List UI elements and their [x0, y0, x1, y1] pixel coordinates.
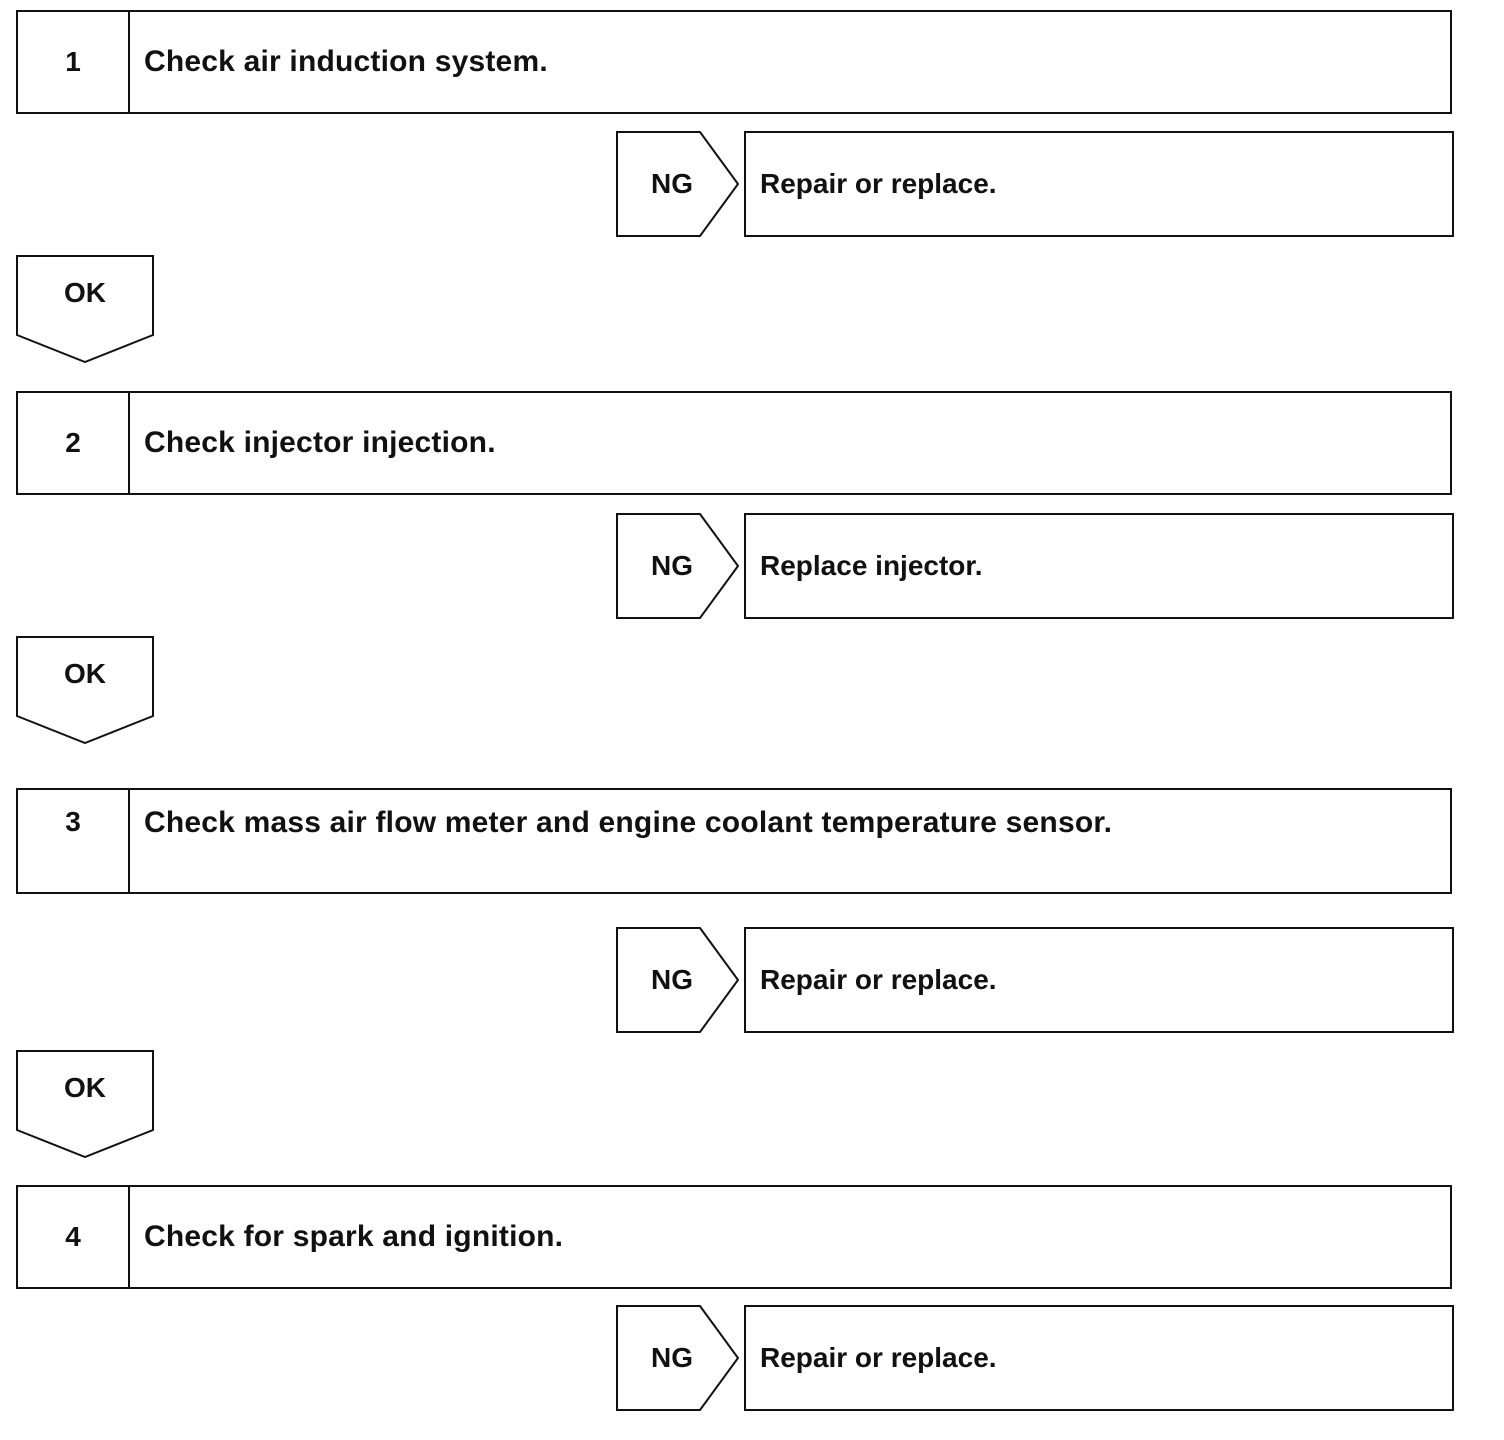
ok-label: OK: [64, 277, 106, 308]
ok-connector-1: [16, 255, 154, 363]
ng-branch-2: [616, 513, 1454, 619]
step-1-box: [16, 10, 1452, 114]
down-arrow-icon: [16, 636, 154, 744]
ng-branch-1: [616, 131, 1454, 237]
step-text: Check injector injection.: [144, 426, 496, 459]
ng-result-box: Repair or replace.: [744, 927, 1454, 1033]
step-text: Check air induction system.: [144, 45, 548, 78]
ok-label: OK: [64, 658, 106, 689]
step-3-box: [16, 788, 1452, 894]
ok-connector-2: [16, 636, 154, 744]
ng-result-box: Repair or replace.: [744, 1305, 1454, 1411]
step-2-box: [16, 391, 1452, 495]
step-4-box: [16, 1185, 1452, 1289]
step-number: 4: [18, 1187, 130, 1287]
down-arrow-icon: [16, 255, 154, 363]
step-text: Check mass air flow meter and engine coolant temperature sensor.: [144, 806, 1113, 839]
step-number: 2: [18, 393, 130, 493]
ng-label: NG: [651, 1342, 693, 1373]
ng-label: NG: [651, 168, 693, 199]
ng-label: NG: [651, 964, 693, 995]
ng-result-box: Replace injector.: [744, 513, 1454, 619]
step-number: 3: [18, 790, 130, 892]
ng-branch-4: [616, 1305, 1454, 1411]
ng-label: NG: [651, 550, 693, 581]
step-number: 1: [18, 12, 130, 112]
ok-connector-3: [16, 1050, 154, 1158]
down-arrow-icon: [16, 1050, 154, 1158]
ok-label: OK: [64, 1072, 106, 1103]
ng-result-box: Repair or replace.: [744, 131, 1454, 237]
step-text: Check for spark and ignition.: [144, 1220, 564, 1253]
ng-branch-3: [616, 927, 1454, 1033]
